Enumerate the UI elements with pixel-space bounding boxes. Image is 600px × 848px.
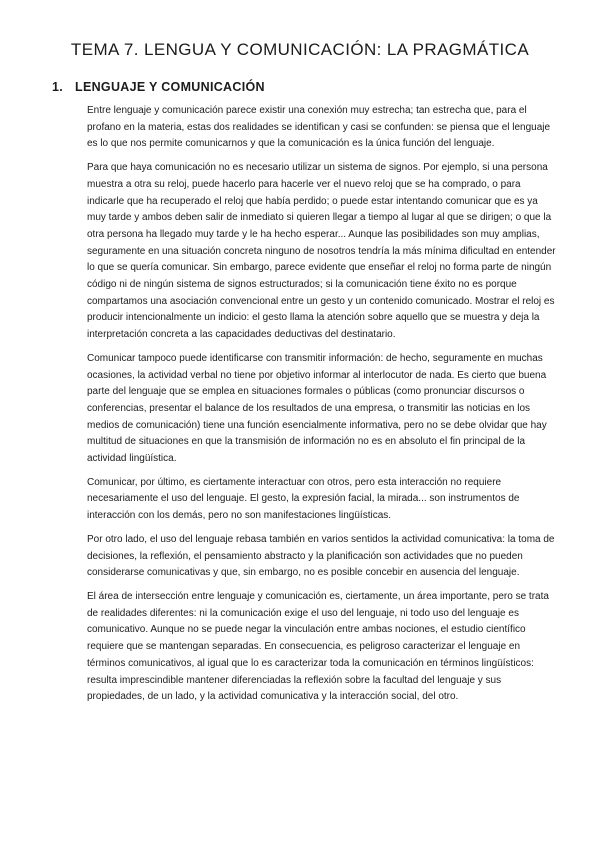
- document-title: TEMA 7. LENGUA Y COMUNICACIÓN: LA PRAGMÁTICA: [70, 40, 530, 59]
- paragraph-6: El área de intersección entre lenguaje y comunicación es, ciertamente, un área importante, pero se trata de realidades diferentes: ni la comunicación exige el uso del lenguaje, ni todo uso del lenguaje es comunicativo. Aunque no se puede negar la vinculación entre ambas nociones, el estudio científico requiere que se mantengan separadas. En consecuencia, es peligroso caracterizar el lenguaje en términos comunicativos, al igual que lo es caracterizar toda la comunicación en términos lingüísticos: resulta imprescindible mantener diferenciadas la reflexión sobre la facultad del lenguaje y sus propiedades, de un lado, y la actividad comunicativa y la interacción social, del otro.: [87, 590, 549, 703]
- section-body: [87, 103, 559, 713]
- section-title: LENGUAJE Y COMUNICACIÓN: [75, 80, 265, 94]
- paragraph-5: Por otro lado, el uso del lenguaje rebasa también en varios sentidos la actividad comunicativa: la toma de decisiones, la reflexión, el pensamiento abstracto y la planificación son actividades que no pueden considerarse comunicativas y que, sin embargo, no es posible concebir en ausencia del lenguaje.: [87, 533, 555, 579]
- paragraph-1: Entre lenguaje y comunicación parece existir una conexión muy estrecha; tan estrecha que, para el profano en la materia, estas dos realidades se identifican y casi se confunden: se piensa que el lenguaje es lo que nos permite comunicarnos y que la comunicación es la única función del lenguaje.: [87, 105, 551, 150]
- paragraph-3: Comunicar tampoco puede identificarse con transmitir información: de hecho, seguramente en muchas ocasiones, la actividad verbal no tiene por objetivo informar al interlocutor de nada. Es cierto que buena parte del lenguaje que se emplea en situaciones formales o públicas (como pronunciar discursos o conferencias, presentar el balance de los resultados de una empresa, o transmitir las noticias en los medios de comunicación) tiene una función esencialmente informativa, pero no se debe olvidar que hay multitud de situaciones en que la transmisión de información no es en absoluto el fin principal de la actividad lingüística.: [87, 352, 547, 465]
- paragraph-4: Comunicar, por último, es ciertamente interactuar con otros, pero esta interacción no requiere necesariamente el uso del lenguaje. El gesto, la expresión facial, la mirada... son instrumentos de interacción con los demás, pero no son manifestaciones lingüísticas.: [87, 476, 520, 522]
- paragraph-2: Para que haya comunicación no es necesario utilizar un sistema de signos. Por ejemplo, si una persona muestra a otra su reloj, puede hacerlo para hacerle ver el nuevo reloj que se ha comprado, o para indicarle que ha recuperado el reloj que había perdido; o puede estar intentando comunicar que es ya muy tarde y ambos deben salir de inmediato si quieren llegar a tiempo al lugar al que se dirigen; o que la otra persona ha llegado muy tarde y le ha hecho esperar... Aunque las posibilidades son muy amplias, seguramente en una situación concreta ninguno de nosotros tendría la más mínima dificultad en entender lo que se quería comunicar. Sin embargo, parece evidente que enseñar el reloj no forma parte de ningún código ni de ningún sistema de signos estructurados; si la comunicación tiene éxito no es porque compartamos una asociación convencional entre un gesto y un contenido comunicado. Mostrar el reloj es producir intencionalmente un indicio: el gesto llama la atención sobre aquello que se muestra y deja la interpretación concreta a las capacidades deductivas del destinatario.: [87, 162, 556, 341]
- section-heading: [52, 80, 265, 94]
- section-number: 1.: [52, 80, 64, 94]
